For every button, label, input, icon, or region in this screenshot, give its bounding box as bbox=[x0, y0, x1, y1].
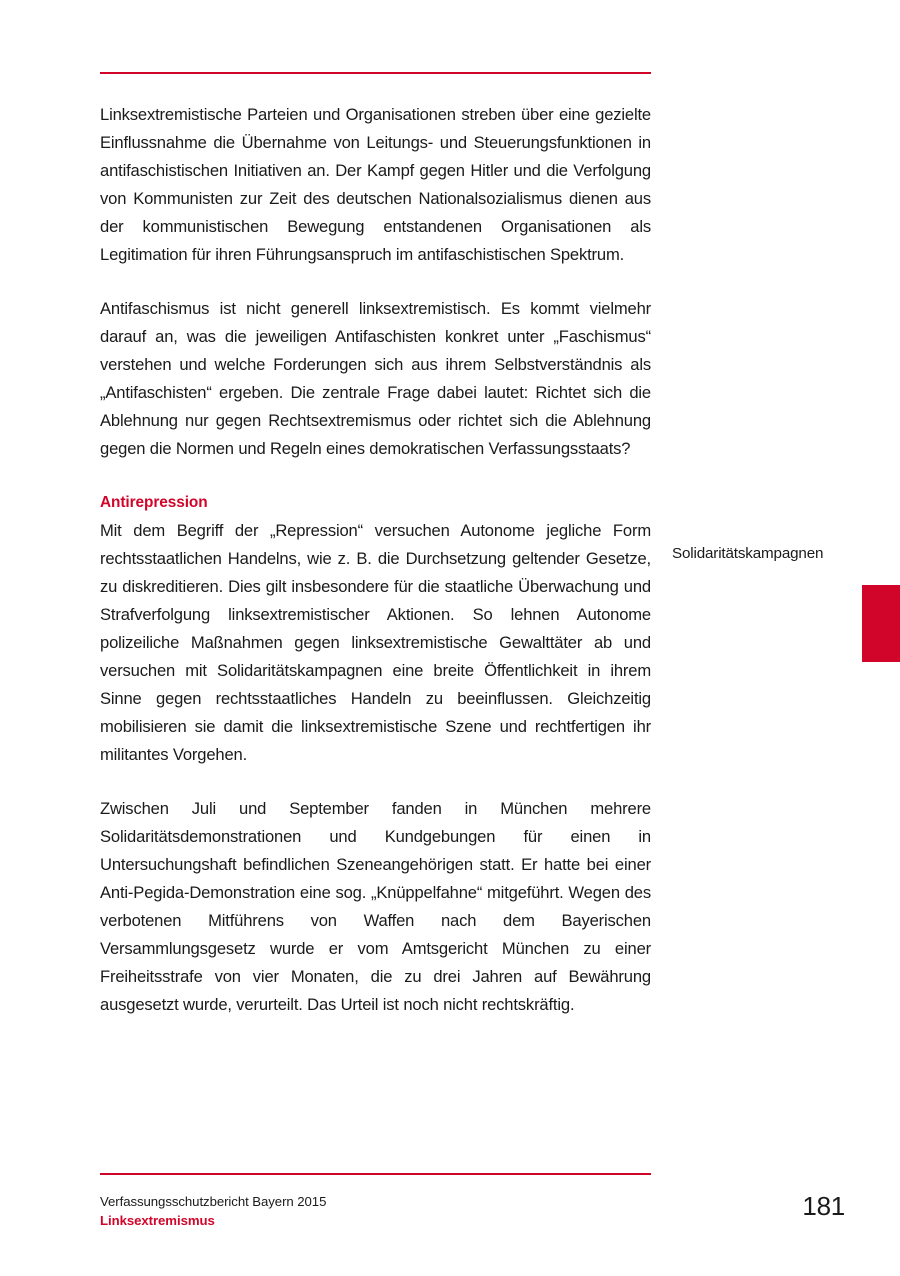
margin-note-solidaritaetskampagnen: Solidaritätskampagnen bbox=[672, 545, 824, 562]
chapter-edge-tab-marker bbox=[862, 585, 900, 662]
bottom-rule-divider bbox=[100, 1173, 651, 1175]
body-paragraph-1: Linksextremistische Parteien und Organisationen streben über eine gezielte Einflussnahme die Übernahme von Leitungs- und Steuerungsfunktionen in antifaschistischen Initiativen an. Der Kampf gegen Hitler und die Verfolgung von Kommunisten zur Zeit des deutschen Nationalsozialismus dienen aus der kommunistischen Bewegung entstandenen Organisationen als Legitimation für ihren Führungsanspruch im antifaschistischen Spektrum. bbox=[100, 105, 651, 264]
body-paragraph-2: Antifaschismus ist nicht generell linksextremistisch. Es kommt vielmehr darauf an, was die jeweiligen Antifaschisten konkret unter „Faschismus“ verstehen und welche Forderungen sich aus ihrem Selbstverständnis als „Antifaschisten“ ergeben. Die zentrale Frage dabei lautet: Richtet sich die Ablehnung nur gegen Rechtsextremismus oder richtet sich die Ablehnung gegen die Normen und Regeln eines demokratischen Verfassungsstaats? bbox=[100, 299, 651, 458]
page-footer bbox=[100, 1192, 651, 1230]
footer-report-title: Verfassungsschutzbericht Bayern 2015 bbox=[100, 1194, 327, 1209]
body-paragraph-3: Mit dem Begriff der „Repression“ versuchen Autonome jegliche Form rechtsstaatlichen Handelns, wie z. B. die Durchsetzung geltender Gesetze, zu diskreditieren. Dies gilt insbesondere für die staatliche Überwachung und Strafverfolgung linksextremistischer Aktionen. So lehnen Autonome polizeiliche Maßnahmen gegen linksextremistische Gewalttäter ab und versuchen mit Solidaritätskampagnen eine breite Öffentlichkeit in ihrem Sinne gegen rechtsstaatliches Handeln zu beeinflussen. Gleichzeitig mobilisieren sie damit die linksextremistische Szene und rechtfertigen ihr militantes Vorgehen. bbox=[100, 521, 651, 764]
section-heading-antirepression: Antirepression bbox=[100, 494, 208, 511]
footer-chapter-name: Linksextremismus bbox=[100, 1213, 215, 1228]
top-rule-divider bbox=[100, 72, 651, 74]
main-text-column bbox=[100, 101, 651, 1019]
body-paragraph-4: Zwischen Juli und September fanden in München mehrere Solidaritätsdemonstrationen und Kundgebungen für einen in Untersuchungshaft befindlichen Szeneangehörigen statt. Er hatte bei einer Anti-Pegida-Demonstration eine sog. „Knüppelfahne“ mitgeführt. Wegen des verbotenen Mitführens von Waffen nach dem Bayerischen Versammlungsgesetz wurde er vom Amtsgericht München zu einer Freiheitsstrafe von vier Monaten, die zu drei Jahren auf Bewährung ausgesetzt wurde, verurteilt. Das Urteil ist noch nicht rechtskräftig. bbox=[100, 799, 651, 1014]
page-number: 181 bbox=[802, 1191, 845, 1221]
